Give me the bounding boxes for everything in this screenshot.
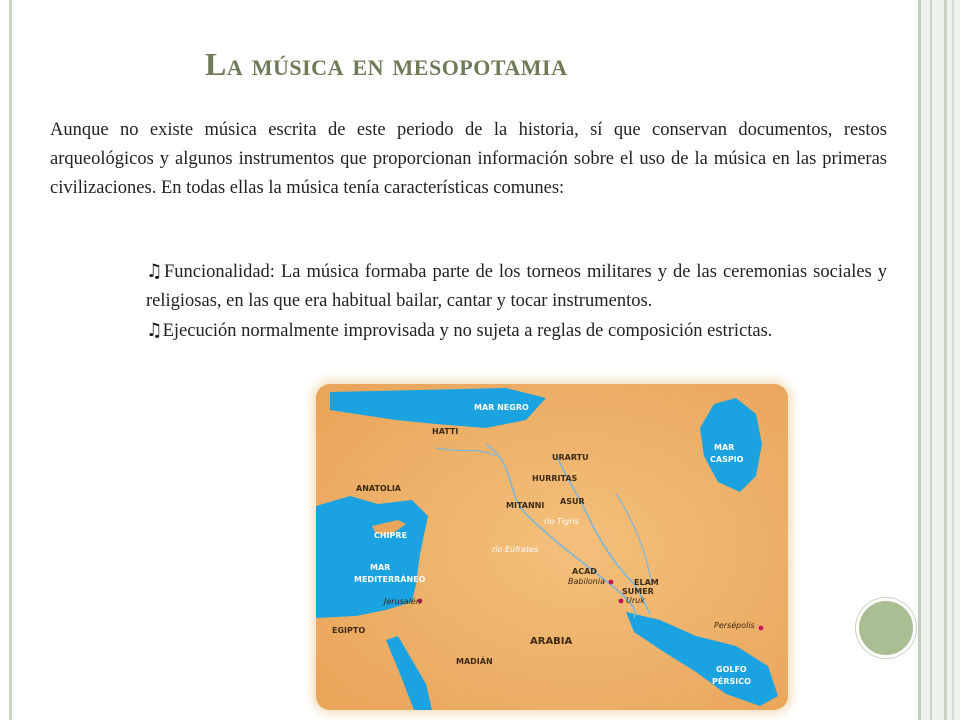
- map-label: ARABIA: [530, 636, 573, 647]
- map-label: CASPIO: [710, 455, 744, 464]
- map-label: Persépolis: [714, 621, 755, 630]
- map-label: río Tigris: [544, 517, 579, 526]
- map-label: ACAD: [572, 567, 597, 576]
- map-label: MADIÁN: [456, 657, 493, 666]
- map-label: MEDITERRÁNEO: [354, 575, 426, 584]
- bullet-list: [146, 257, 887, 346]
- music-note-icon: ♫: [146, 320, 163, 341]
- bullet-text: Funcionalidad: La música formaba parte de los torneos militares y de las ceremonias sociales y religiosas, en las que era habitual bailar, cantar y tocar instrumentos.: [146, 262, 887, 311]
- map-label: HATTI: [432, 427, 459, 436]
- map-label: Jerusalén: [384, 597, 421, 606]
- map-label: MAR NEGRO: [474, 403, 529, 412]
- bullet-item: [146, 257, 887, 316]
- map-label: URARTU: [552, 453, 589, 462]
- map-label: ELAM: [634, 578, 659, 587]
- babilonia-dot: [609, 580, 614, 585]
- right-frame-line: [944, 0, 947, 720]
- right-frame-line: [918, 0, 921, 720]
- bullet-item: [146, 316, 887, 346]
- map-label: EGIPTO: [332, 626, 366, 635]
- map-label: Babilonia: [568, 577, 606, 586]
- right-frame-line: [930, 0, 932, 720]
- left-frame-line: [9, 0, 12, 720]
- map-label: ANATOLIA: [356, 484, 401, 493]
- map-label: Uruk: [626, 596, 645, 605]
- map-label: río Eúfrates: [492, 545, 539, 554]
- map-label: SUMER: [622, 587, 654, 596]
- music-note-icon: ♫: [146, 261, 164, 282]
- map-label: MAR: [714, 443, 735, 452]
- intro-paragraph: Aunque no existe música escrita de este periodo de la historia, sí que conservan documentos, restos arqueológicos y algunos instrumentos que proporcionan información sobre el uso de la música en las primeras civilizaciones. En todas ellas la música tenía características comunes:: [50, 120, 887, 198]
- mesopotamia-map: [316, 384, 788, 710]
- right-frame-line: [952, 0, 954, 720]
- uruk-dot: [619, 599, 624, 604]
- slide-title: La música en mesopotamia: [205, 46, 568, 82]
- map-label: PÉRSICO: [712, 677, 751, 686]
- map-label: MAR: [370, 563, 391, 572]
- map-label: GOLFO: [716, 665, 747, 674]
- decorative-circle: [856, 598, 916, 658]
- map-label: ASUR: [560, 497, 585, 506]
- map-svg: [316, 384, 788, 710]
- bullet-text: Ejecución normalmente improvisada y no sujeta a reglas de composición estrictas.: [162, 321, 773, 341]
- map-label: MITANNI: [506, 501, 545, 510]
- map-label: HURRITAS: [532, 474, 578, 483]
- persepolis-dot: [759, 626, 764, 631]
- map-label: CHIPRE: [374, 531, 408, 540]
